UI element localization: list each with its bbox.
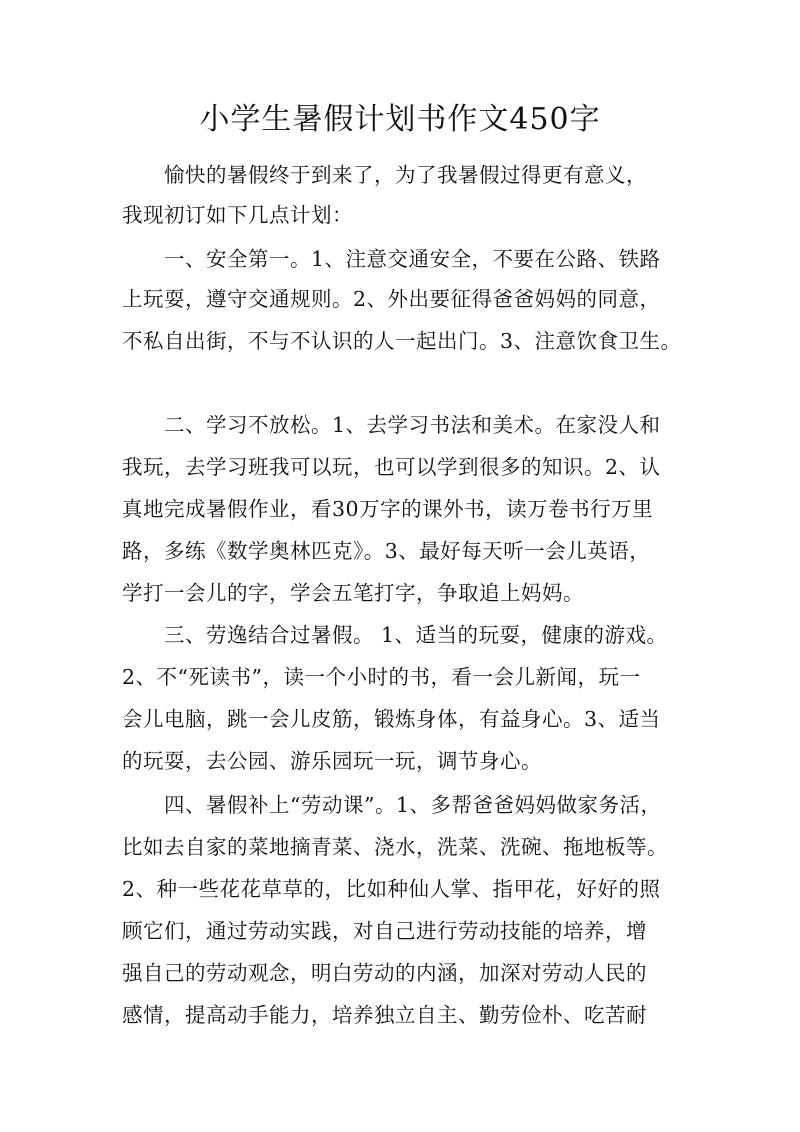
- paragraph-line: 强自己的劳动观念，明白劳动的内涵，加深对劳动人民的: [122, 961, 647, 985]
- paragraph-line: 一、安全第一。1、注意交通安全，不要在公路、铁路: [164, 247, 661, 271]
- paragraph-line: 顾它们，通过劳动实践，对自己进行劳动技能的培养，增: [122, 919, 647, 943]
- paragraph-line: 2、不“死读书”，读一个小时的书，看一会儿新闻，玩一: [122, 665, 641, 689]
- paragraph-line: 我玩，去学习班我可以玩，也可以学到很多的知识。2、认: [122, 455, 661, 479]
- paragraph-line: 感情，提高动手能力，培养独立自主、勤劳俭朴、吃苦耐: [122, 1003, 647, 1027]
- paragraph-line: 学打一会儿的字，学会五笔打字，争取追上妈妈。: [122, 581, 584, 605]
- paragraph-line: 不私自出街，不与不认识的人一起出门。3、注意饮食卫生。: [122, 329, 682, 353]
- paragraph-line: 的玩耍，去公园、游乐园玩一玩，调节身心。: [122, 749, 542, 773]
- paragraph-line: 三、劳逸结合过暑假。 1、适当的玩耍，健康的游戏。: [164, 623, 668, 647]
- paragraph-line: 上玩耍，遵守交通规则。2、外出要征得爸爸妈妈的同意，: [122, 287, 661, 311]
- paragraph-line: 真地完成暑假作业，看30万字的课外书，读万卷书行万里: [122, 497, 654, 521]
- paragraph-line: 比如去自家的菜地摘青菜、浇水，洗菜、洗碗、拖地板等。: [122, 835, 668, 859]
- paragraph-line: 我现初订如下几点计划：: [122, 203, 353, 227]
- document-title: 小学生暑假计划书作文450字: [199, 102, 601, 137]
- paragraph-line: 2、种一些花花草草的，比如种仙人掌、指甲花，好好的照: [122, 877, 661, 901]
- paragraph-line: 愉快的暑假终于到来了，为了我暑假过得更有意义，: [164, 163, 647, 187]
- paragraph-line: 四、暑假补上“劳动课”。1、多帮爸爸妈妈做家务活，: [164, 793, 662, 817]
- paragraph-line: 路，多练《数学奥林匹克》。3、最好每天听一会儿英语，: [122, 539, 651, 563]
- paragraph-line: 会儿电脑，跳一会儿皮筋，锻炼身体，有益身心。3、适当: [122, 707, 661, 731]
- paragraph-line: 二、学习不放松。1、去学习书法和美术。在家没人和: [164, 413, 661, 437]
